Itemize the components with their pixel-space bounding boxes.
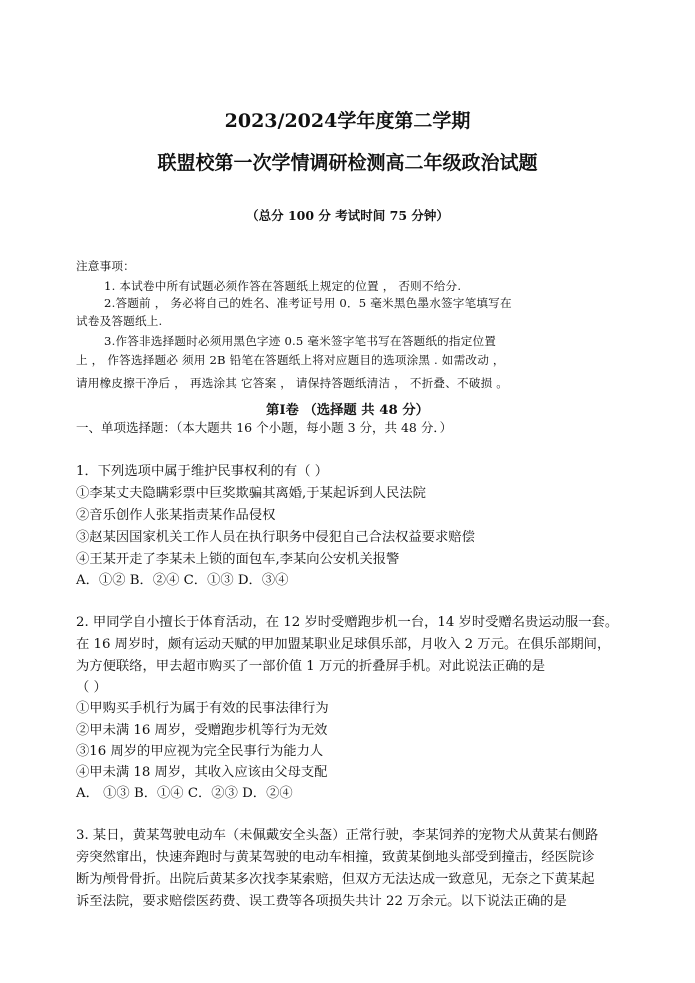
title-line-2: 联盟校第一次学情调研检测高二年级政治试题	[157, 152, 538, 174]
notice-line: 上 ， 作答选择题必 须用 2B 铅笔在答题纸上将对应题目的选项涂黑 . 如需改动 ，	[76, 353, 505, 367]
notice-line: 请用橡皮擦干净后 ， 再选涂其 它答案 ， 请保持答题纸清洁 ， 不折叠、不破损 。	[76, 376, 509, 390]
q1-stem: 1．下列选项中属于维护民事权利的有（ ）	[76, 464, 329, 479]
q1-options: A．①② B．②④ C．①③ D．③④	[76, 573, 289, 588]
q2-item: ③16 周岁的甲应视为完全民事行为能力人	[76, 744, 324, 759]
notice-line: 3.作答非选择题时必须用黑色字迹 0.5 毫米签字笔书写在答题纸的指定位置	[104, 334, 497, 348]
score-time: （总分 100 分 考试时间 75 分钟）	[246, 208, 449, 223]
q2-item: ①甲购买手机行为属于有效的民事法律行为	[76, 701, 329, 716]
section-subtitle: 一、单项选择题：（本大题共 16 个小题，每小题 3 分，共 48 分．）	[76, 420, 453, 435]
q3-stem-line: 3. 某日，黄某驾驶电动车（未佩戴安全头盔）正常行驶，李某饲养的宠物犬从黄某右侧路	[76, 828, 599, 843]
q1-item: ①李某丈夫隐瞒彩票中巨奖欺骗其离婚,于某起诉到人民法院	[76, 486, 426, 501]
notice-line: 1. 本试卷中所有试题必须作答在答题纸上规定的位置 ， 否则不给分.	[104, 279, 462, 293]
notice-line: 2.答题前 ， 务必将自己的姓名、准考证号用 0．5 毫米黑色墨水签字笔填写在	[104, 296, 512, 310]
q3-stem-line: 断为颅骨骨折。出院后黄某多次找李某索赔，但双方无法达成一致意见，无奈之下黄某起	[76, 872, 595, 887]
q2-stem-line: 2. 甲同学自小擅长于体育活动，在 12 岁时受赠跑步机一台，14 岁时受赠名贵运动服一套。	[76, 615, 619, 630]
title-line-1: 2023/2024学年度第二学期	[224, 110, 471, 132]
section-title: 第Ⅰ卷 （选择题 共 48 分）	[266, 403, 429, 418]
q2-stem-line: （ ）	[76, 680, 107, 695]
q3-stem-line: 旁突然窜出，快速奔跑时与黄某驾驶的电动车相撞，致黄某倒地头部受到撞击，经医院诊	[76, 850, 595, 865]
q2-stem-line: 为方便联络，甲去超市购买了一部价值 1 万元的折叠屏手机。对此说法正确的是	[76, 659, 546, 674]
notice-heading: 注意事项：	[76, 259, 135, 273]
q1-item: ④王某开走了李某未上锁的面包车,李某向公安机关报警	[76, 552, 400, 567]
q1-item: ③赵某因国家机关工作人员在执行职务中侵犯自己合法权益要求赔偿	[76, 530, 475, 545]
q1-item: ②音乐创作人张某指责某作品侵权	[76, 508, 276, 523]
q2-item: ④甲未满 18 周岁，其收入应该由父母支配	[76, 765, 328, 780]
q2-options: A． ①③ B．①④ C．②③ D．②④	[76, 786, 293, 801]
q2-stem-line: 在 16 周岁时，颇有运动天赋的甲加盟某职业足球俱乐部，月收入 2 万元。在俱乐部期间，	[76, 637, 611, 652]
q2-item: ②甲未满 16 周岁，受赠跑步机等行为无效	[76, 723, 328, 738]
q3-stem-line: 诉至法院，要求赔偿医药费、误工费等各项损失共计 22 万余元。以下说法正确的是	[76, 894, 567, 909]
notice-line: 试卷及答题纸上.	[76, 314, 163, 328]
